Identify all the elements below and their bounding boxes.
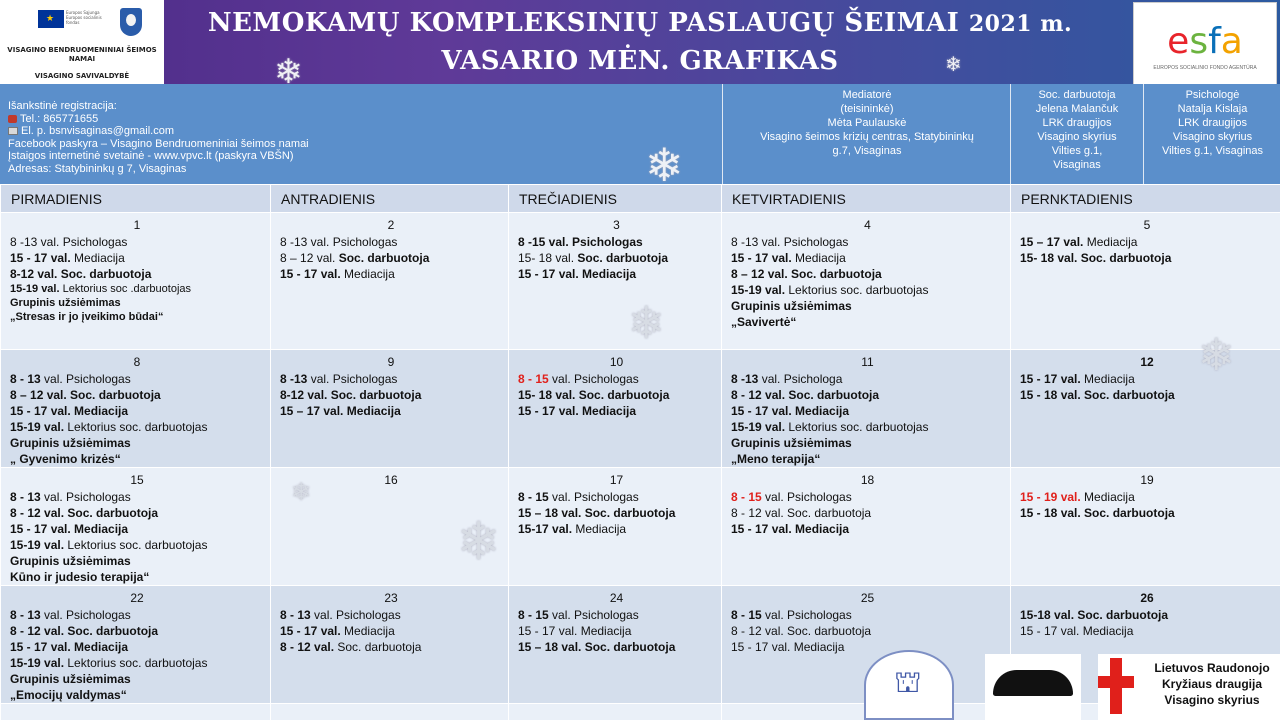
schedule-line	[518, 387, 715, 403]
line-bold-text: Soc. darbuotoja	[577, 251, 669, 265]
day-cell	[722, 213, 1011, 350]
line-text: Lektorius soc. darbuotojas	[64, 656, 208, 670]
staff-line: Soc. darbuotoja	[1038, 89, 1116, 101]
line-text: val. Psichologas	[761, 608, 852, 622]
schedule-line	[10, 250, 264, 266]
schedule-body	[1, 213, 1280, 720]
org-municipality: VISAGINO SAVIVALDYBĖ	[34, 72, 130, 80]
line-bold-text: 15-19 val.	[731, 283, 786, 297]
schedule-line	[731, 266, 1004, 282]
schedule-line	[518, 489, 715, 505]
line-bold-text: 8 -15 val. Psichologas	[518, 235, 643, 249]
phone-icon	[8, 115, 17, 123]
eu-flag-icon	[38, 10, 64, 28]
line-text: 8 -13 val. Psichologas	[731, 235, 849, 249]
phone-text: Tel.: 865771655	[20, 112, 99, 125]
staff-line: Vilties g.1,	[1051, 145, 1103, 157]
schedule-line	[1020, 234, 1274, 250]
day-number: 8	[133, 355, 141, 369]
day-number: 1	[133, 218, 141, 232]
staff-line: Vilties g.1, Visaginas	[1161, 145, 1264, 157]
schedule-line	[731, 282, 1004, 298]
schedule-line	[10, 419, 264, 435]
day-cell	[722, 350, 1011, 468]
empty-cell	[509, 704, 722, 720]
line-bold-text: 15 – 18 val. Soc. darbuotoja	[518, 506, 676, 520]
line-bold-text: 15 - 17 val. Mediacija	[518, 404, 637, 418]
day-cell	[271, 586, 509, 704]
staff-line: Visagino skyrius	[1172, 131, 1253, 143]
schedule-line	[731, 489, 1004, 505]
day-number: 23	[384, 591, 398, 605]
day-number: 12	[1140, 355, 1154, 369]
line-bold-text: 15 - 17 val. Mediacija	[731, 404, 850, 418]
red-cross-line: Visagino skyrius	[1164, 693, 1260, 707]
week-row	[1, 350, 1280, 468]
line-bold-text: Grupinis užsiėmimas	[10, 672, 131, 686]
schedule-line	[10, 403, 264, 419]
esfa-logo-subtitle: EUROPOS SOCIALINIO FONDO AGENTŪRA	[1153, 65, 1257, 71]
day-cell	[509, 586, 722, 704]
day-number: 9	[387, 355, 395, 369]
staff-line: Visagino skyrius	[1037, 131, 1117, 143]
day-cell	[1011, 213, 1280, 350]
coat-of-arms-icon	[120, 8, 142, 36]
line-bold-text: 8 - 15	[731, 608, 762, 622]
schedule-line	[1020, 607, 1274, 623]
line-text: 8 -13 val. Psichologas	[10, 235, 128, 249]
line-bold-text: 8 - 12 val. Soc. darbuotoja	[10, 624, 159, 638]
line-text: Mediacija	[1083, 235, 1138, 249]
line-bold-text: 15 – 17 val.	[1020, 235, 1084, 249]
schedule-line	[1020, 387, 1274, 403]
schedule-line	[10, 296, 264, 310]
line-text: val. Psichologas	[310, 608, 401, 622]
line-bold-text: „Emocijų valdymas“	[10, 688, 127, 702]
schedule-line	[10, 371, 264, 387]
staff-line: LRK draugijos	[1177, 117, 1248, 129]
line-text: Lektorius soc .darbuotojas	[59, 283, 192, 295]
schedule-line	[10, 282, 264, 296]
schedule-line	[10, 266, 264, 282]
weekday-header: PIRMADIENIS	[1, 185, 271, 213]
schedule-line	[1020, 489, 1274, 505]
snowflake-icon: ❄	[291, 478, 312, 506]
day-cell	[1, 213, 271, 350]
day-number: 16	[384, 473, 398, 487]
snowflake-icon: ❄	[274, 52, 303, 92]
day-number: 25	[860, 591, 875, 605]
schedule-line	[280, 607, 502, 623]
line-bold-text: 8 - 13	[10, 490, 41, 504]
schedule-line	[1020, 371, 1274, 387]
weekday-header-row	[1, 185, 1280, 213]
umbrella-logo	[985, 654, 1081, 720]
line-bold-text: 15 - 17 val. Mediacija	[10, 522, 129, 536]
day-cell	[271, 213, 509, 350]
weekday-header: PERNKTADIENIS	[1011, 185, 1280, 213]
schedule-line	[10, 521, 264, 537]
line-bold-text: Kūno ir judesio terapija“	[10, 570, 150, 584]
schedule-line	[10, 451, 264, 467]
schedule-line	[518, 371, 715, 387]
day-cell	[1011, 350, 1280, 468]
week-row	[1, 586, 1280, 704]
red-cross-text	[1142, 660, 1280, 708]
red-cross-icon	[1098, 676, 1134, 688]
line-bold-text: 8 – 12 val. Soc. darbuotoja	[731, 267, 882, 281]
line-text: 15 - 17 val. Mediacija	[1020, 624, 1134, 638]
schedule-line	[280, 639, 502, 655]
day-number: 19	[1140, 473, 1154, 487]
weekday-header: ANTRADIENIS	[271, 185, 509, 213]
schedule-line	[10, 553, 264, 569]
day-cell	[1, 468, 271, 586]
day-cell	[509, 350, 722, 468]
day-cell	[271, 350, 509, 468]
staff-line: Jelena Malančuk	[1035, 103, 1119, 115]
line-text: 8 – 12 val.	[280, 251, 339, 265]
line-bold-text: 8 – 12 val. Soc. darbuotoja	[10, 388, 161, 402]
line-text: 15 - 17 val. Mediacija	[731, 640, 845, 654]
line-text: Lektorius soc. darbuotojas	[64, 420, 208, 434]
day-number: 10	[609, 355, 624, 369]
line-bold-text: 15-19 val.	[731, 420, 786, 434]
schedule-line	[731, 623, 1004, 639]
week-row	[1, 468, 1280, 586]
schedule-line	[280, 371, 502, 387]
staff-line: (teisininkė)	[840, 103, 894, 115]
line-text: val. Psichologas	[548, 372, 639, 386]
schedule-line	[280, 250, 502, 266]
weekday-header: TREČIADIENIS	[509, 185, 722, 213]
schedule-line	[731, 234, 1004, 250]
registration-heading: Išankstinė registracija:	[8, 100, 117, 112]
line-text: val. Psichologas	[40, 372, 131, 386]
schedule-line	[10, 234, 264, 250]
schedule-line	[10, 310, 264, 324]
phone-line	[8, 113, 708, 126]
family-center-seal-logo	[864, 650, 954, 720]
schedule-line	[518, 250, 715, 266]
line-bold-text: Soc. darbuotoja	[338, 251, 430, 265]
page-title-line2: VASARIO MĖN. GRAFIKAS	[441, 46, 839, 76]
day-number: 17	[609, 473, 624, 487]
schedule-table	[0, 184, 1280, 720]
day-number: 5	[1143, 218, 1151, 232]
schedule-line	[518, 623, 715, 639]
line-text: Mediacija	[1080, 372, 1135, 386]
schedule-line	[10, 607, 264, 623]
line-bold-text: 8 - 12 val.	[280, 640, 335, 654]
title-year: 2021 m.	[968, 11, 1073, 37]
email-line	[8, 125, 708, 138]
line-bold-text: 8-12 val. Soc. darbuotoja	[10, 267, 152, 281]
day-number: 18	[860, 473, 875, 487]
line-bold-text: 15 - 17 val. Mediacija	[731, 522, 850, 536]
schedule-line	[518, 505, 715, 521]
schedule-line	[10, 435, 264, 451]
line-bold-text: 15 - 17 val.	[10, 251, 71, 265]
schedule-line	[518, 639, 715, 655]
line-text: val. Psichologa	[758, 372, 843, 386]
line-bold-text: 8 - 12 val. Soc. darbuotoja	[731, 388, 880, 402]
schedule-line	[731, 250, 1004, 266]
day-number: 2	[387, 218, 395, 232]
staff-line: Psichologė	[1185, 89, 1240, 101]
line-text: Lektorius soc. darbuotojas	[785, 420, 929, 434]
org-logo-block	[0, 0, 164, 84]
empty-cell	[1, 704, 271, 720]
schedule-line	[280, 623, 502, 639]
line-bold-text: 15 - 17 val.	[731, 251, 792, 265]
line-bold-text: 15 – 18 val. Soc. darbuotoja	[518, 640, 676, 654]
esfa-logo-text: esfa	[1167, 21, 1243, 62]
line-text: Soc. darbuotoja	[334, 640, 422, 654]
snowflake-icon: ❄	[457, 512, 501, 572]
line-bold-text: Grupinis užsiėmimas	[731, 436, 852, 450]
line-text: 8 -13 val. Psichologas	[280, 235, 398, 249]
schedule-line	[731, 403, 1004, 419]
red-cross-line: Kryžiaus draugija	[1161, 677, 1263, 691]
day-number: 15	[130, 473, 144, 487]
schedule-line	[731, 314, 1004, 330]
line-bold-text: 15- 18 val. Soc. darbuotoja	[1020, 251, 1172, 265]
line-text: Lektorius soc. darbuotojas	[785, 283, 929, 297]
schedule-line	[518, 521, 715, 537]
line-bold-text: 8-12 val. Soc. darbuotoja	[280, 388, 422, 402]
eu-logo-text: Europos Sąjunga Europos socialinis fondas	[66, 10, 102, 25]
line-bold-text: 15 - 17 val.	[1020, 372, 1081, 386]
highlighted-time: 15 - 19 val.	[1020, 490, 1081, 504]
schedule-line	[10, 505, 264, 521]
day-cell	[1011, 468, 1280, 586]
day-number: 4	[864, 218, 871, 232]
line-bold-text: „Savivertė“	[731, 315, 797, 329]
day-cell	[509, 213, 722, 350]
line-bold-text: 15 - 17 val. Mediacija	[10, 404, 129, 418]
line-text: Mediacija	[791, 251, 846, 265]
line-bold-text: 15 - 17 val. Mediacija	[10, 640, 129, 654]
page-title-line1	[180, 8, 1100, 38]
schedule-line	[10, 537, 264, 553]
website-line: Įstaigos internetinė svetainė - www.vpvc.lt (paskyra VBŠN)	[8, 150, 294, 162]
line-text: Mediacija	[70, 251, 125, 265]
schedule-line	[731, 521, 1004, 537]
line-text: Mediacija	[572, 522, 627, 536]
psychologist-info	[1147, 88, 1278, 158]
highlighted-time: 8 - 15	[731, 490, 762, 504]
schedule-line	[731, 371, 1004, 387]
line-text: 15 - 17 val. Mediacija	[518, 624, 632, 638]
line-text: val. Psichologas	[548, 608, 639, 622]
social-worker-info	[1014, 88, 1140, 172]
line-text: val. Psichologas	[548, 490, 639, 504]
esfa-logo	[1133, 2, 1277, 86]
schedule-line	[731, 451, 1004, 467]
staff-line: Natalja Kislaja	[1177, 103, 1248, 115]
snowflake-icon: ❄	[1198, 330, 1235, 381]
line-bold-text: Grupinis užsiėmimas	[10, 436, 131, 450]
line-bold-text: 15 - 18 val. Soc. darbuotoja	[1020, 506, 1175, 520]
line-bold-text: 8 -13	[731, 372, 759, 386]
line-text: val. Psichologas	[40, 490, 131, 504]
line-bold-text: 15 – 17 val. Mediacija	[280, 404, 401, 418]
line-bold-text: 8 -13	[280, 372, 308, 386]
staff-line: g.7, Visaginas	[832, 145, 902, 157]
line-bold-text: 8 - 13	[10, 608, 41, 622]
weekday-header: KETVIRTADIENIS	[722, 185, 1011, 213]
line-bold-text: Grupinis užsiėmimas	[10, 554, 131, 568]
registration-info	[8, 100, 708, 175]
email-text: El. p. bsnvisaginas@gmail.com	[21, 125, 175, 137]
schedule-line	[518, 234, 715, 250]
line-bold-text: 15 - 18 val. Soc. darbuotoja	[1020, 388, 1175, 402]
day-number: 26	[1140, 591, 1154, 605]
line-bold-text: „Stresas ir jo įveikimo būdai“	[10, 311, 164, 323]
line-bold-text: 15-19 val.	[10, 538, 65, 552]
line-bold-text: 8 - 13	[10, 372, 41, 386]
org-name: VISAGINO BENDRUOMENINIAI ŠEIMOS NAMAI	[7, 46, 157, 63]
line-text: val. Psichologas	[40, 608, 131, 622]
staff-line: Mėta Paulauskė	[827, 117, 907, 129]
schedule-line	[10, 671, 264, 687]
umbrella-icon	[993, 670, 1073, 696]
line-text: Mediacija	[1080, 490, 1135, 504]
title-main: NEMOKAMŲ KOMPLEKSINIŲ PASLAUGŲ ŠEIMAI	[207, 8, 960, 38]
line-bold-text: 8 - 13	[280, 608, 311, 622]
schedule-line	[731, 419, 1004, 435]
line-bold-text: 8 - 15	[518, 608, 549, 622]
line-text: Mediacija	[340, 267, 395, 281]
line-bold-text: 15 - 17 val.	[280, 267, 341, 281]
schedule-line	[10, 655, 264, 671]
red-cross-logo	[1098, 654, 1280, 720]
schedule-line	[1020, 505, 1274, 521]
line-text: 15- 18 val.	[518, 251, 578, 265]
schedule-line	[10, 489, 264, 505]
address-line: Adresas: Statybininkų g 7, Visaginas	[8, 162, 187, 175]
day-number: 24	[609, 591, 624, 605]
day-cell	[509, 468, 722, 586]
staff-line: Visagino šeimos krizių centras, Statybininkų	[760, 131, 974, 143]
red-cross-line: Lietuvos Raudonojo	[1154, 661, 1270, 675]
line-bold-text: 8 - 15	[518, 490, 549, 504]
line-bold-text: 8 - 12 val. Soc. darbuotoja	[10, 506, 159, 520]
day-cell	[722, 468, 1011, 586]
day-number: 3	[613, 218, 620, 232]
line-bold-text: 15- 18 val. Soc. darbuotoja	[518, 388, 670, 402]
schedule-line	[1020, 623, 1274, 639]
snowflake-icon: ❄	[628, 298, 665, 349]
line-text: 8 - 12 val. Soc. darbuotoja	[731, 506, 872, 520]
mediator-info	[730, 88, 1004, 158]
line-text: val. Psichologas	[761, 490, 852, 504]
schedule-line	[10, 569, 264, 585]
schedule-line	[280, 403, 502, 419]
schedule-line	[518, 403, 715, 419]
line-bold-text: „ Gyvenimo krizės“	[10, 452, 121, 466]
day-cell	[1, 586, 271, 704]
info-divider	[1010, 84, 1011, 184]
line-bold-text: 15 - 17 val.	[280, 624, 341, 638]
line-bold-text: „Meno terapija“	[731, 452, 821, 466]
schedule-line	[10, 687, 264, 703]
line-bold-text: 15-19 val.	[10, 656, 65, 670]
schedule-line	[280, 234, 502, 250]
snowflake-icon: ❄	[945, 52, 962, 76]
schedule-line	[10, 639, 264, 655]
snowflake-icon: ❄	[645, 138, 684, 192]
day-number: 22	[130, 591, 144, 605]
line-bold-text: Grupinis užsiėmimas	[10, 297, 121, 309]
line-bold-text: 15-17 val.	[518, 522, 573, 536]
schedule-line	[1020, 250, 1274, 266]
line-text: Mediacija	[340, 624, 395, 638]
info-divider	[722, 84, 723, 184]
line-bold-text: 15-18 val. Soc. darbuotoja	[1020, 608, 1169, 622]
highlighted-time: 8 - 15	[518, 372, 549, 386]
day-number: 11	[861, 355, 874, 369]
info-divider	[1143, 84, 1144, 184]
schedule-line	[280, 266, 502, 282]
line-text: Lektorius soc. darbuotojas	[64, 538, 208, 552]
staff-line: LRK draugijos	[1042, 117, 1112, 129]
staff-line: Mediatorė	[842, 89, 892, 101]
schedule-line	[731, 607, 1004, 623]
facebook-line: Facebook paskyra – Visagino Bendruomeniniai šeimos namai	[8, 137, 309, 150]
day-cell	[1, 350, 271, 468]
schedule-line	[731, 435, 1004, 451]
line-bold-text: 15-19 val.	[10, 420, 65, 434]
schedule-line	[731, 505, 1004, 521]
mail-icon	[8, 127, 18, 135]
schedule-line	[280, 387, 502, 403]
staff-line: Visaginas	[1053, 159, 1101, 171]
schedule-line	[731, 639, 1004, 655]
line-bold-text: 15 - 17 val. Mediacija	[518, 267, 637, 281]
line-text: val. Psichologas	[307, 372, 398, 386]
schedule-line	[731, 387, 1004, 403]
schedule-line	[10, 387, 264, 403]
line-bold-text: Grupinis užsiėmimas	[731, 299, 852, 313]
schedule-line	[518, 607, 715, 623]
week-row-empty	[1, 704, 1280, 720]
line-bold-text: 15-19 val.	[10, 283, 60, 295]
schedule-line	[731, 298, 1004, 314]
line-text: 8 - 12 val. Soc. darbuotoja	[731, 624, 872, 638]
schedule-line	[10, 623, 264, 639]
empty-cell	[271, 704, 509, 720]
schedule-line	[518, 266, 715, 282]
